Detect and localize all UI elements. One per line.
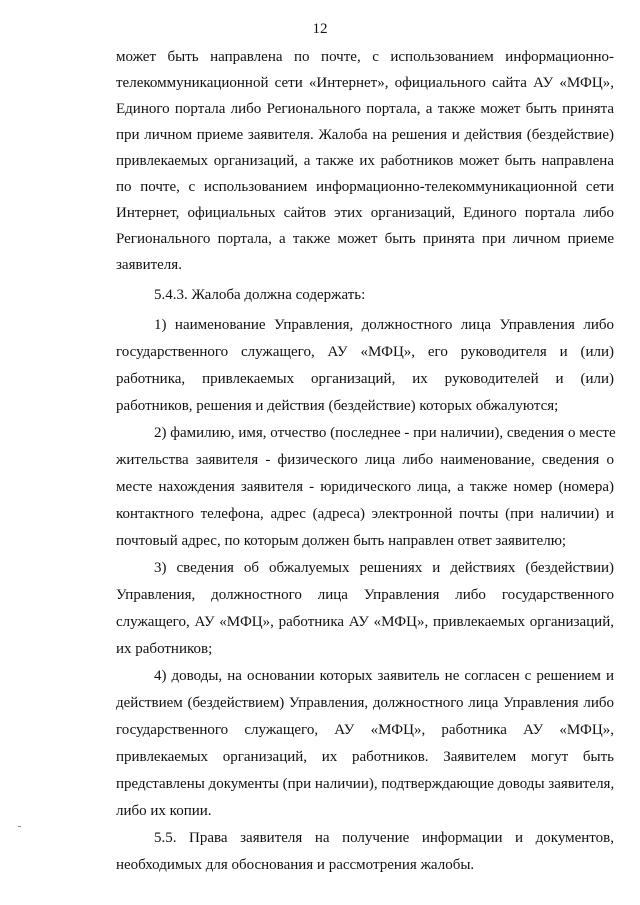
page-number: 12 [312, 21, 328, 37]
text-line: работника, привлекаемых организаций, их руководителей и (или) [116, 371, 614, 387]
text-line: либо их копии. [116, 803, 212, 819]
text-line: служащего, АУ «МФЦ», работника АУ «МФЦ», привлекаемых организаций, [116, 614, 614, 630]
text-line: заявителя. [116, 257, 182, 273]
text-line: месте нахождения заявителя - юридического лица, а также номер (номера) [116, 479, 614, 495]
text-line: государственного служащего, АУ «МФЦ», работника АУ «МФЦ», [116, 722, 614, 738]
text-line: привлекаемых организаций, а также их работников может быть направлена [116, 153, 614, 169]
text-line: необходимых для обоснования и рассмотрения жалобы. [116, 857, 475, 873]
list-item-1: 1) наименование Управления, должностного лица Управления либо [154, 317, 614, 333]
text-line: почтовый адрес, по которым должен быть направлен ответ заявителю; [116, 533, 567, 549]
list-item-4: 4) доводы, на основании которых заявитель не согласен с решением и [154, 668, 614, 684]
text-line: Управления, должностного лица Управления либо государственного [116, 587, 614, 603]
text-line: телекоммуникационной сети «Интернет», официального сайта АУ «МФЦ», [116, 75, 614, 91]
text-line: привлекаемых организаций, их работников. Заявителем могут быть [116, 749, 614, 765]
text-line: Интернет, официальных сайтов этих организаций, Единого портала либо [116, 205, 614, 221]
section-5-5: 5.5. Права заявителя на получение информации и документов, [154, 830, 614, 846]
text-line: представлены документы (при наличии), подтверждающие доводы заявителя, [116, 776, 615, 792]
scan-mark [18, 826, 21, 827]
list-item-2: 2) фамилию, имя, отчество (последнее - при наличии), сведения о месте [154, 425, 616, 441]
text-line: их работников; [116, 641, 213, 657]
text-line: по почте, с использованием информационно-телекоммуникационной сети [116, 179, 614, 195]
text-line: Единого портала либо Регионального портала, а также может быть принята [116, 101, 614, 117]
text-line: государственного служащего, АУ «МФЦ», его руководителя и (или) [116, 344, 614, 360]
text-line: может быть направлена по почте, с использованием информационно- [116, 49, 614, 65]
text-line: действием (бездействием) Управления, должностного лица Управления либо [116, 695, 614, 711]
section-heading: 5.4.3. Жалоба должна содержать: [154, 287, 366, 303]
text-line: при личном приеме заявителя. Жалоба на решения и действия (бездействие) [116, 127, 614, 143]
text-line: работников, решения и действия (бездействие) которых обжалуются; [116, 398, 559, 414]
text-line: жительства заявителя - физического лица либо наименование, сведения о [116, 452, 614, 468]
text-line: Регионального портала, а также может быть принята при личном приеме [116, 231, 614, 247]
text-line: контактного телефона, адрес (адреса) электронной почты (при наличии) и [116, 506, 614, 522]
list-item-3: 3) сведения об обжалуемых решениях и действиях (бездействии) [154, 560, 614, 576]
